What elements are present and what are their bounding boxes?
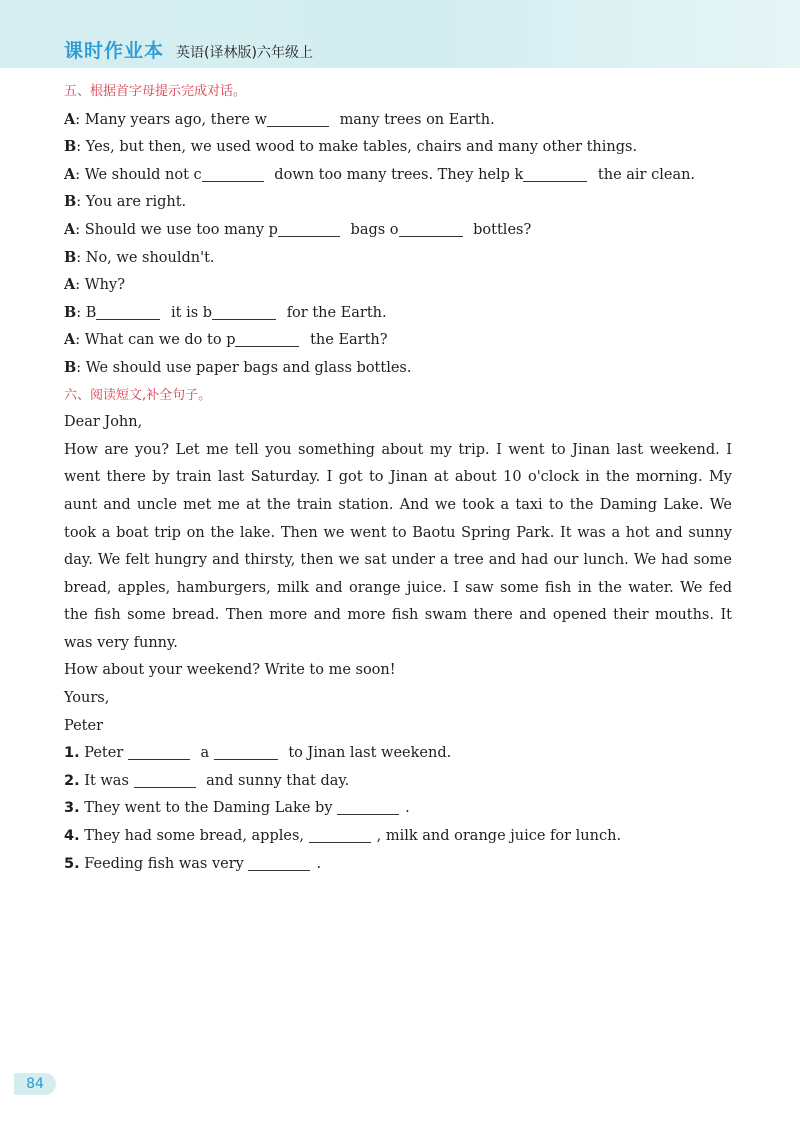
- page-header: [0, 0, 800, 68]
- answer-blank[interactable]: [202, 166, 264, 182]
- page-content: [64, 78, 732, 878]
- answer-blank[interactable]: [523, 166, 587, 182]
- page-number: 84: [14, 1073, 56, 1095]
- question-item: 3. They went to the Daming Lake by .: [64, 800, 410, 817]
- answer-blank[interactable]: [267, 111, 329, 127]
- answer-blank[interactable]: [96, 304, 160, 320]
- answer-blank[interactable]: [235, 331, 299, 347]
- letter-signature: Peter: [64, 717, 104, 734]
- dialogue-line: B: No, we shouldn't.: [64, 248, 215, 266]
- dialogue-line: A: Many years ago, there w many trees on Earth.: [64, 110, 495, 128]
- letter-closing-question: How about your weekend? Write to me soon!: [64, 662, 396, 679]
- dialogue-line: B: We should use paper bags and glass bottles.: [64, 358, 412, 376]
- answer-blank[interactable]: [399, 221, 463, 237]
- answer-blank[interactable]: [134, 772, 196, 788]
- question-item: 2. It was and sunny that day.: [64, 772, 350, 789]
- answer-blank[interactable]: [128, 744, 190, 760]
- dialogue-line: B: B it is b for the Earth.: [64, 303, 387, 321]
- answer-blank[interactable]: [309, 827, 371, 843]
- book-brand: 课时作业本: [64, 40, 165, 62]
- answer-blank[interactable]: [214, 744, 278, 760]
- dialogue-line: A: We should not c down too many trees. They help k the air clean.: [64, 165, 696, 183]
- question-item: 5. Feeding fish was very .: [64, 855, 322, 872]
- book-subject: 英语(译林版)六年级上: [176, 45, 313, 61]
- answer-blank[interactable]: [278, 221, 340, 237]
- dialogue-line: A: Why?: [64, 276, 125, 294]
- answer-blank[interactable]: [212, 304, 276, 320]
- letter-body: How are you? Let me tell you something about my trip. I went to Jinan last weekend. I went there by train last Saturday. I got to Jinan at about 10 o'clock in the morning. My aunt and uncle met me at the train station. And we took a taxi to the Daming Lake. We took a boat trip on the lake. Then we went to Baotu Spring Park. It was a hot and sunny day. We felt hungry and thirsty, then we sat under a tree and had our lunch. We had some bread, apples, hamburgers, milk and orange juice. I saw some fish in the water. We fed the fish some bread. Then more and more fish swam there and opened their mouths. It was very funny.: [64, 441, 732, 651]
- letter-greeting: Dear John,: [64, 414, 143, 431]
- section5-title: 五、根据首字母提示完成对话。: [64, 84, 247, 99]
- dialogue-line: A: Should we use too many p bags o bottles?: [64, 220, 532, 238]
- dialogue-line: A: What can we do to p the Earth?: [64, 331, 388, 349]
- letter-signoff: Yours,: [64, 690, 110, 707]
- answer-blank[interactable]: [248, 855, 310, 871]
- dialogue-line: B: You are right.: [64, 193, 187, 211]
- question-item: 1. Peter a to Jinan last weekend.: [64, 745, 452, 762]
- dialogue-line: B: Yes, but then, we used wood to make tables, chairs and many other things.: [64, 138, 638, 156]
- answer-blank[interactable]: [337, 799, 399, 815]
- question-item: 4. They had some bread, apples, , milk and orange juice for lunch.: [64, 828, 622, 845]
- section6-title: 六、阅读短文,补全句子。: [64, 387, 212, 403]
